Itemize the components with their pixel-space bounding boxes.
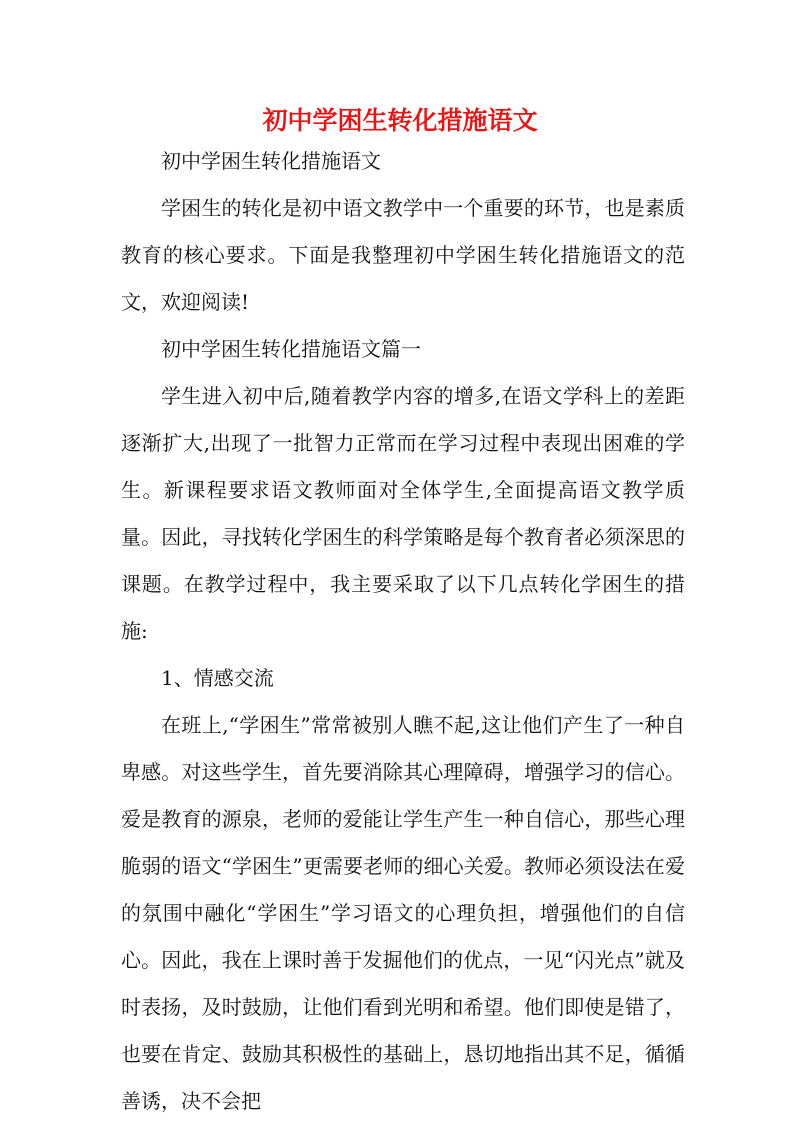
list-heading: 1、情感交流 bbox=[161, 666, 274, 690]
document-body bbox=[121, 138, 685, 1125]
intro-paragraph: 学困生的转化是初中语文教学中一个重要的环节，也是素质教育的核心要求。下面是我整理初中学困生转化措施语文的范文，欢迎阅读! bbox=[121, 196, 685, 314]
body-paragraph: 学生进入初中后,随着教学内容的增多,在语文学科上的差距逐渐扩大,出现了一批智力正常而在学习过程中表现出困难的学生。新课程要求语文教师面对全体学生,全面提高语文教学质量。因此，寻找转化学困生的科学策略是每个教育者必须深思的课题。在教学过程中，我主要采取了以下几点转化学困生的措施: bbox=[121, 384, 685, 643]
subtitle-paragraph: 初中学困生转化措施语文 bbox=[161, 149, 381, 173]
body-paragraph: 在班上,“学困生”常常被别人瞧不起,这让他们产生了一种自卑感。对这些学生，首先要消除其心理障碍，增强学习的信心。爱是教育的源泉，老师的爱能让学生产生一种自信心，那些心理脆弱的语文“学困生”更需要老师的细心关爱。教师必须设法在爱的氛围中融化“学困生”学习语文的心理负担，增强他们的自信心。因此，我在上课时善于发掘他们的优点，一见“闪光点”就及时表扬，及时鼓励，让他们看到光明和希望。他们即使是错了，也要在肯定、鼓励其积极性的基础上，恳切地指出其不足，循循善诱，决不会把 bbox=[121, 713, 685, 1113]
section-heading: 初中学困生转化措施语文篇一 bbox=[161, 337, 421, 361]
document-title: 初中学困生转化措施语文 bbox=[262, 106, 538, 135]
